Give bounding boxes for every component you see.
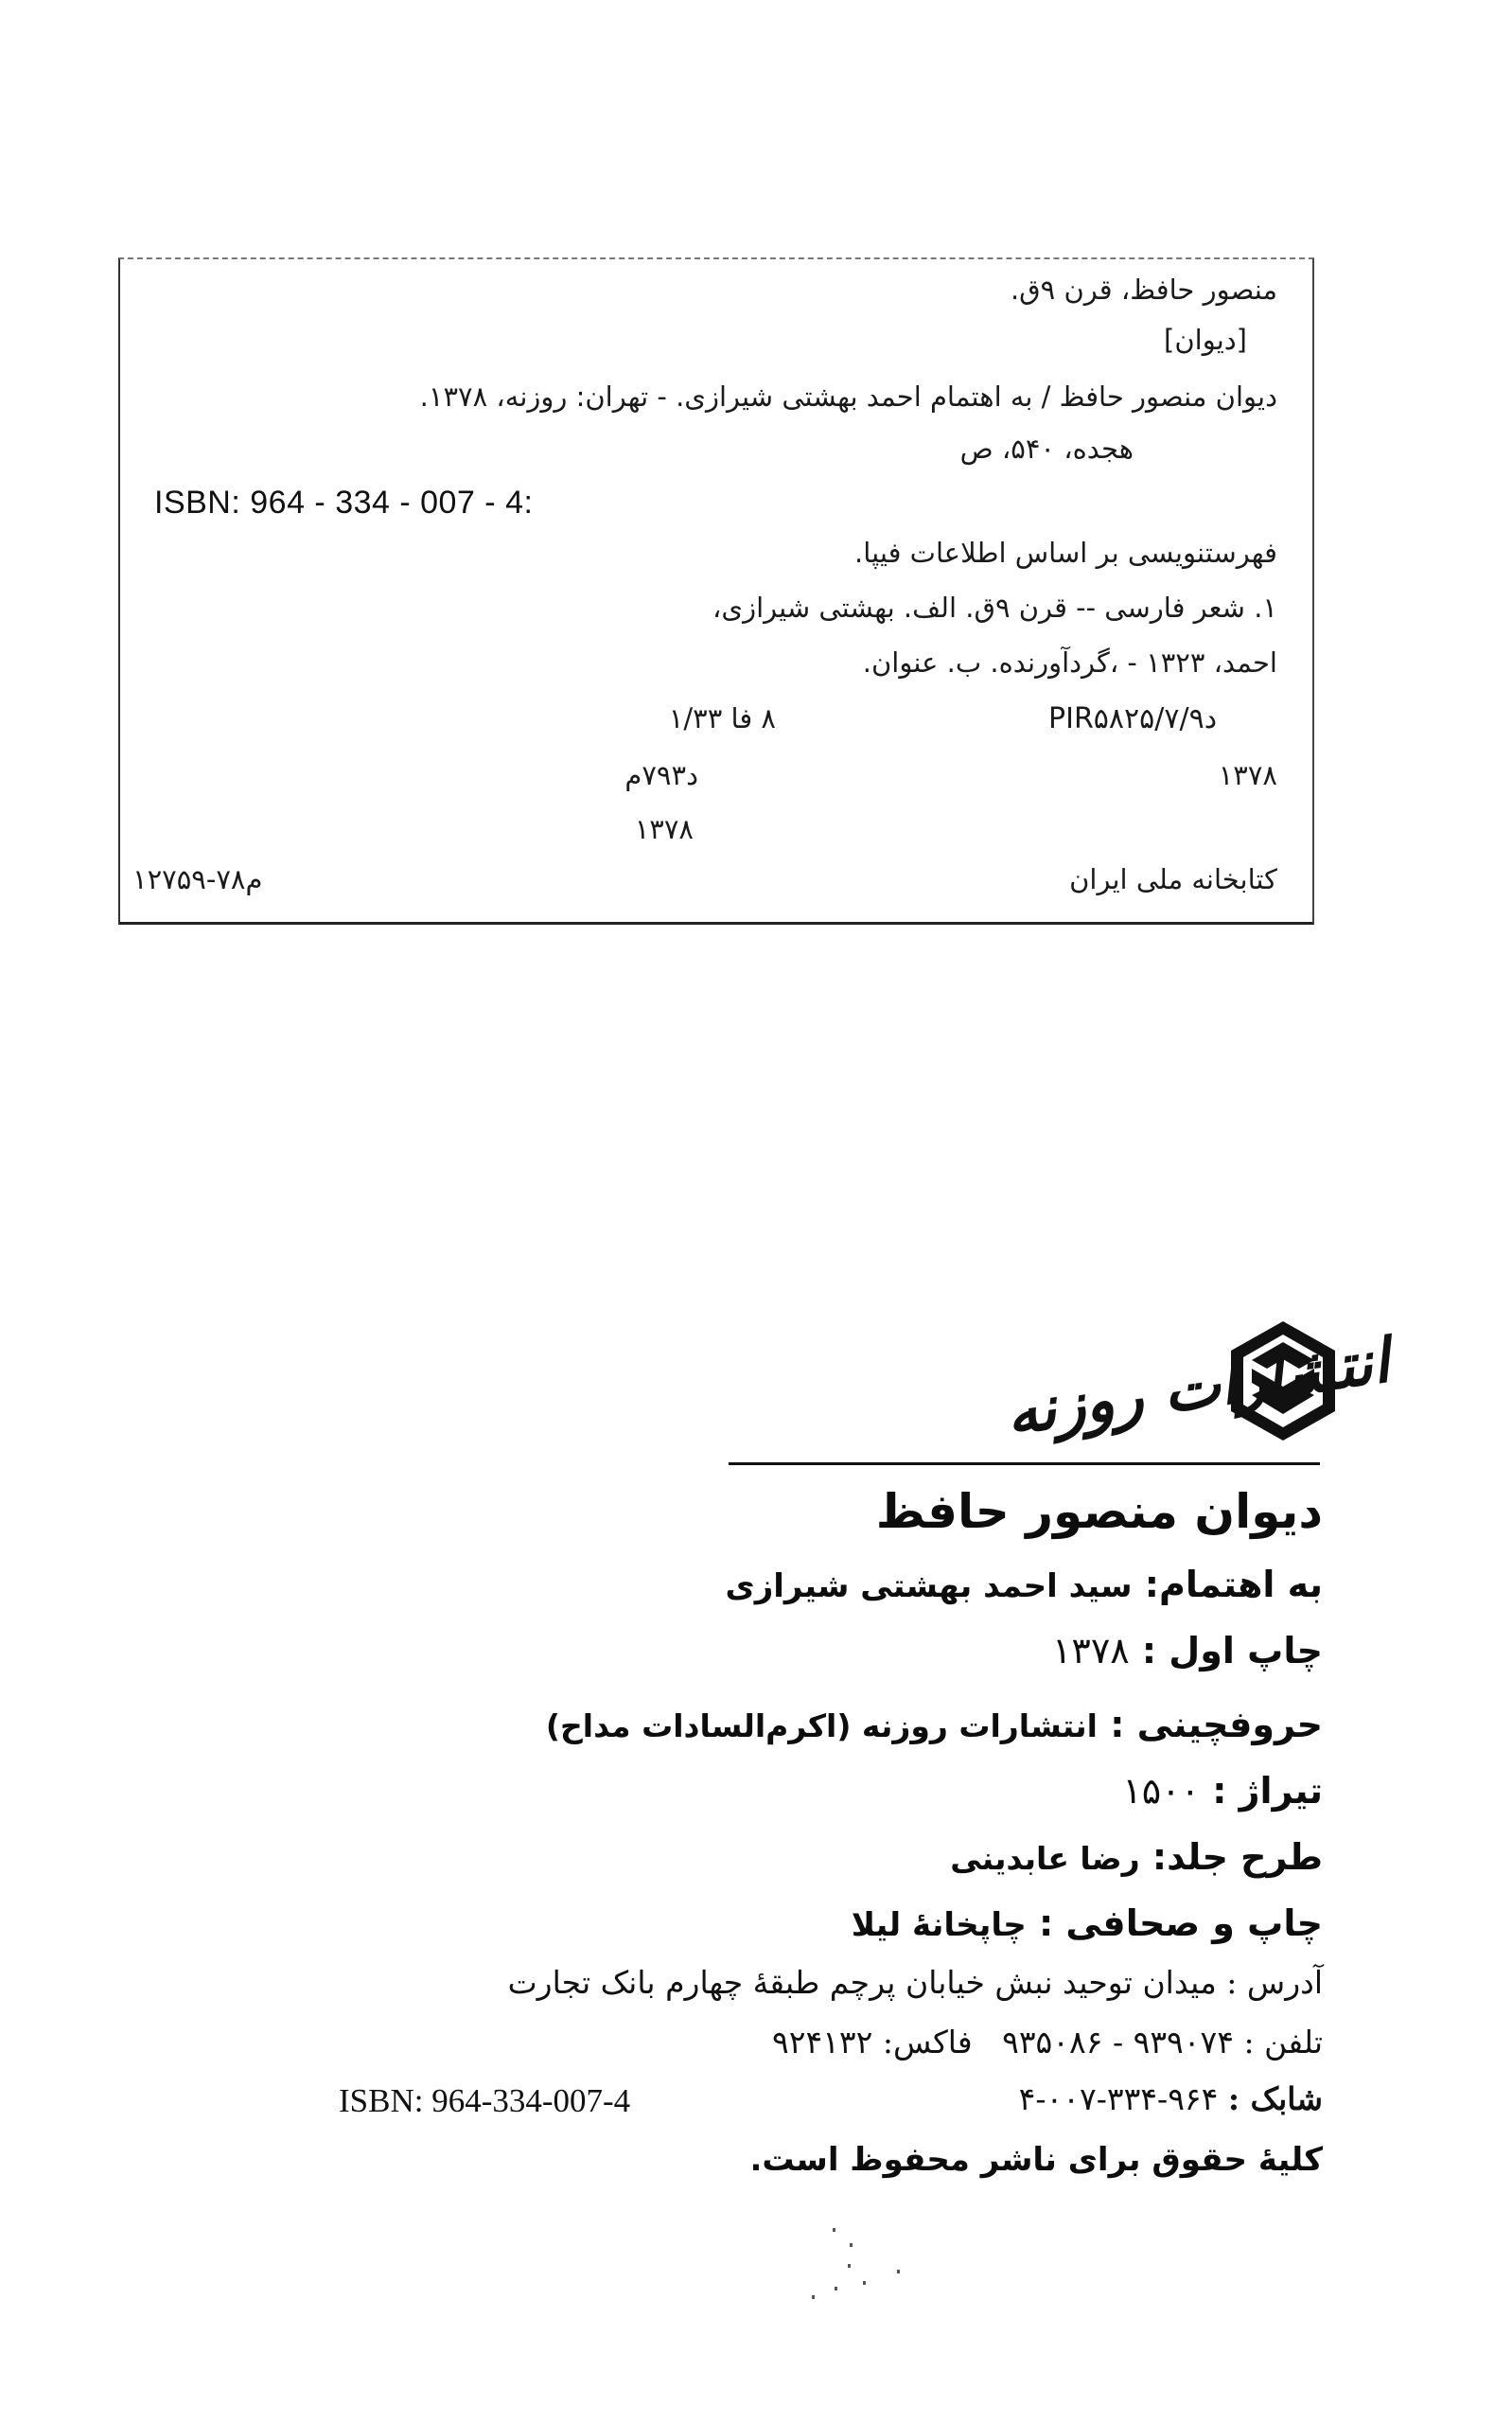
- scan-speck: [848, 2264, 851, 2268]
- cip-subjects-line-2: احمد، ۱۳۲۳ - ،گردآورنده. ب. عنوان.: [862, 646, 1277, 679]
- address-value: میدان توحید نبش خیابان پرچم طبقهٔ چهارم بانک تجارت: [507, 1964, 1217, 2001]
- printing-label: چاپ و صحافی :: [1038, 1902, 1323, 1944]
- print-run-label: تیراژ :: [1212, 1770, 1323, 1812]
- imprint-cover-design-row: [950, 1836, 1323, 1878]
- imprint-address-row: [508, 1964, 1323, 2001]
- fax-value: ۹۲۴۱۳۲: [772, 2024, 873, 2060]
- typesetting-label: حروفچینی :: [1110, 1704, 1323, 1745]
- phone-label: تلفن :: [1243, 2024, 1323, 2060]
- scan-speck: [850, 2243, 853, 2247]
- imprint-book-title: دیوان منصور حافظ: [875, 1484, 1323, 1539]
- cip-subjects-line-1: ۱. شعر فارسی -- قرن ۹ق. الف. بهشتی شیرازی،: [712, 592, 1277, 624]
- editor-label: به اهتمام:: [1144, 1564, 1323, 1605]
- title-separator-line: [729, 1462, 1320, 1465]
- scan-speck: [897, 2270, 900, 2273]
- typesetting-value: انتشارات روزنه (اکرم‌السادات مداح): [545, 1707, 1098, 1744]
- cip-library-name: کتابخانه ملی ایران: [1069, 863, 1277, 895]
- imprint-phone-row: [772, 2024, 1323, 2060]
- cip-cataloging-note: فهرستنویسی بر اساس اطلاعات فیپا.: [854, 537, 1277, 569]
- shabak-value: ۹۶۴-۳۳۴-۰۰۷-۴: [1018, 2080, 1219, 2117]
- cip-dewey-year: ۱۳۷۸: [634, 813, 694, 845]
- shabak-label: شابک :: [1227, 2080, 1323, 2117]
- edition-value: ۱۳۷۸: [1052, 1630, 1130, 1671]
- imprint-shabak-row: [1019, 2080, 1323, 2117]
- cip-dewey-cutter: د۷۹۳م: [624, 759, 698, 791]
- scan-speck: [812, 2295, 815, 2299]
- cip-lc-classification: PIR۵۸۲۵/۷/د۹: [1048, 702, 1218, 735]
- printing-value: چاپخانهٔ لیلا: [851, 1906, 1027, 1944]
- cip-uniform-title: [دیوان]: [1164, 324, 1247, 356]
- cip-author: منصور حافظ، قرن ۹ق.: [1010, 274, 1277, 306]
- scan-speck: [835, 2287, 837, 2290]
- cip-dewey-classification: ۸ فا ۱/۳۳: [668, 702, 776, 734]
- imprint-printing-row: [852, 1902, 1323, 1944]
- cip-isbn: ISBN: 964 - 334 - 007 - 4:: [154, 485, 534, 521]
- editor-value: سید احمد بهشتی شیرازی: [725, 1567, 1133, 1605]
- scan-speck: [863, 2281, 866, 2285]
- imprint-edition-row: [1052, 1630, 1323, 1671]
- imprint-editor-row: [726, 1564, 1323, 1605]
- cip-title-statement: دیوان منصور حافظ / به اهتمام احمد بهشتی شیرازی. - تهران: روزنه، ۱۳۷۸.: [419, 380, 1277, 413]
- address-label: آدرس :: [1226, 1964, 1323, 2001]
- cover-design-label: طرح جلد:: [1152, 1836, 1323, 1878]
- imprint-typesetting-row: [546, 1704, 1323, 1745]
- fax-label: فاکس:: [882, 2024, 973, 2060]
- cip-lc-year: ۱۳۷۸: [1218, 759, 1277, 791]
- publisher-logo-text: انتشارات روزنه: [1001, 1325, 1394, 1450]
- imprint-print-run-row: [1122, 1770, 1323, 1812]
- cip-pagination: هجده، ۵۴۰، ص: [959, 433, 1134, 465]
- edition-label: چاپ اول :: [1141, 1630, 1323, 1671]
- imprint-isbn-latin: ISBN: 964-334-007-4: [339, 2082, 631, 2119]
- print-run-value: ۱۵۰۰: [1122, 1770, 1201, 1812]
- cover-design-value: رضا عابدینی: [950, 1840, 1140, 1877]
- cip-library-record-number: م۷۸-۱۲۷۵۹: [132, 863, 263, 895]
- scan-speck: [833, 2228, 835, 2232]
- phone-value: ۹۳۹۰۷۴ - ۹۳۵۰۸۶: [1002, 2024, 1234, 2060]
- imprint-rights-notice: کلیهٔ حقوق برای ناشر محفوظ است.: [749, 2141, 1323, 2179]
